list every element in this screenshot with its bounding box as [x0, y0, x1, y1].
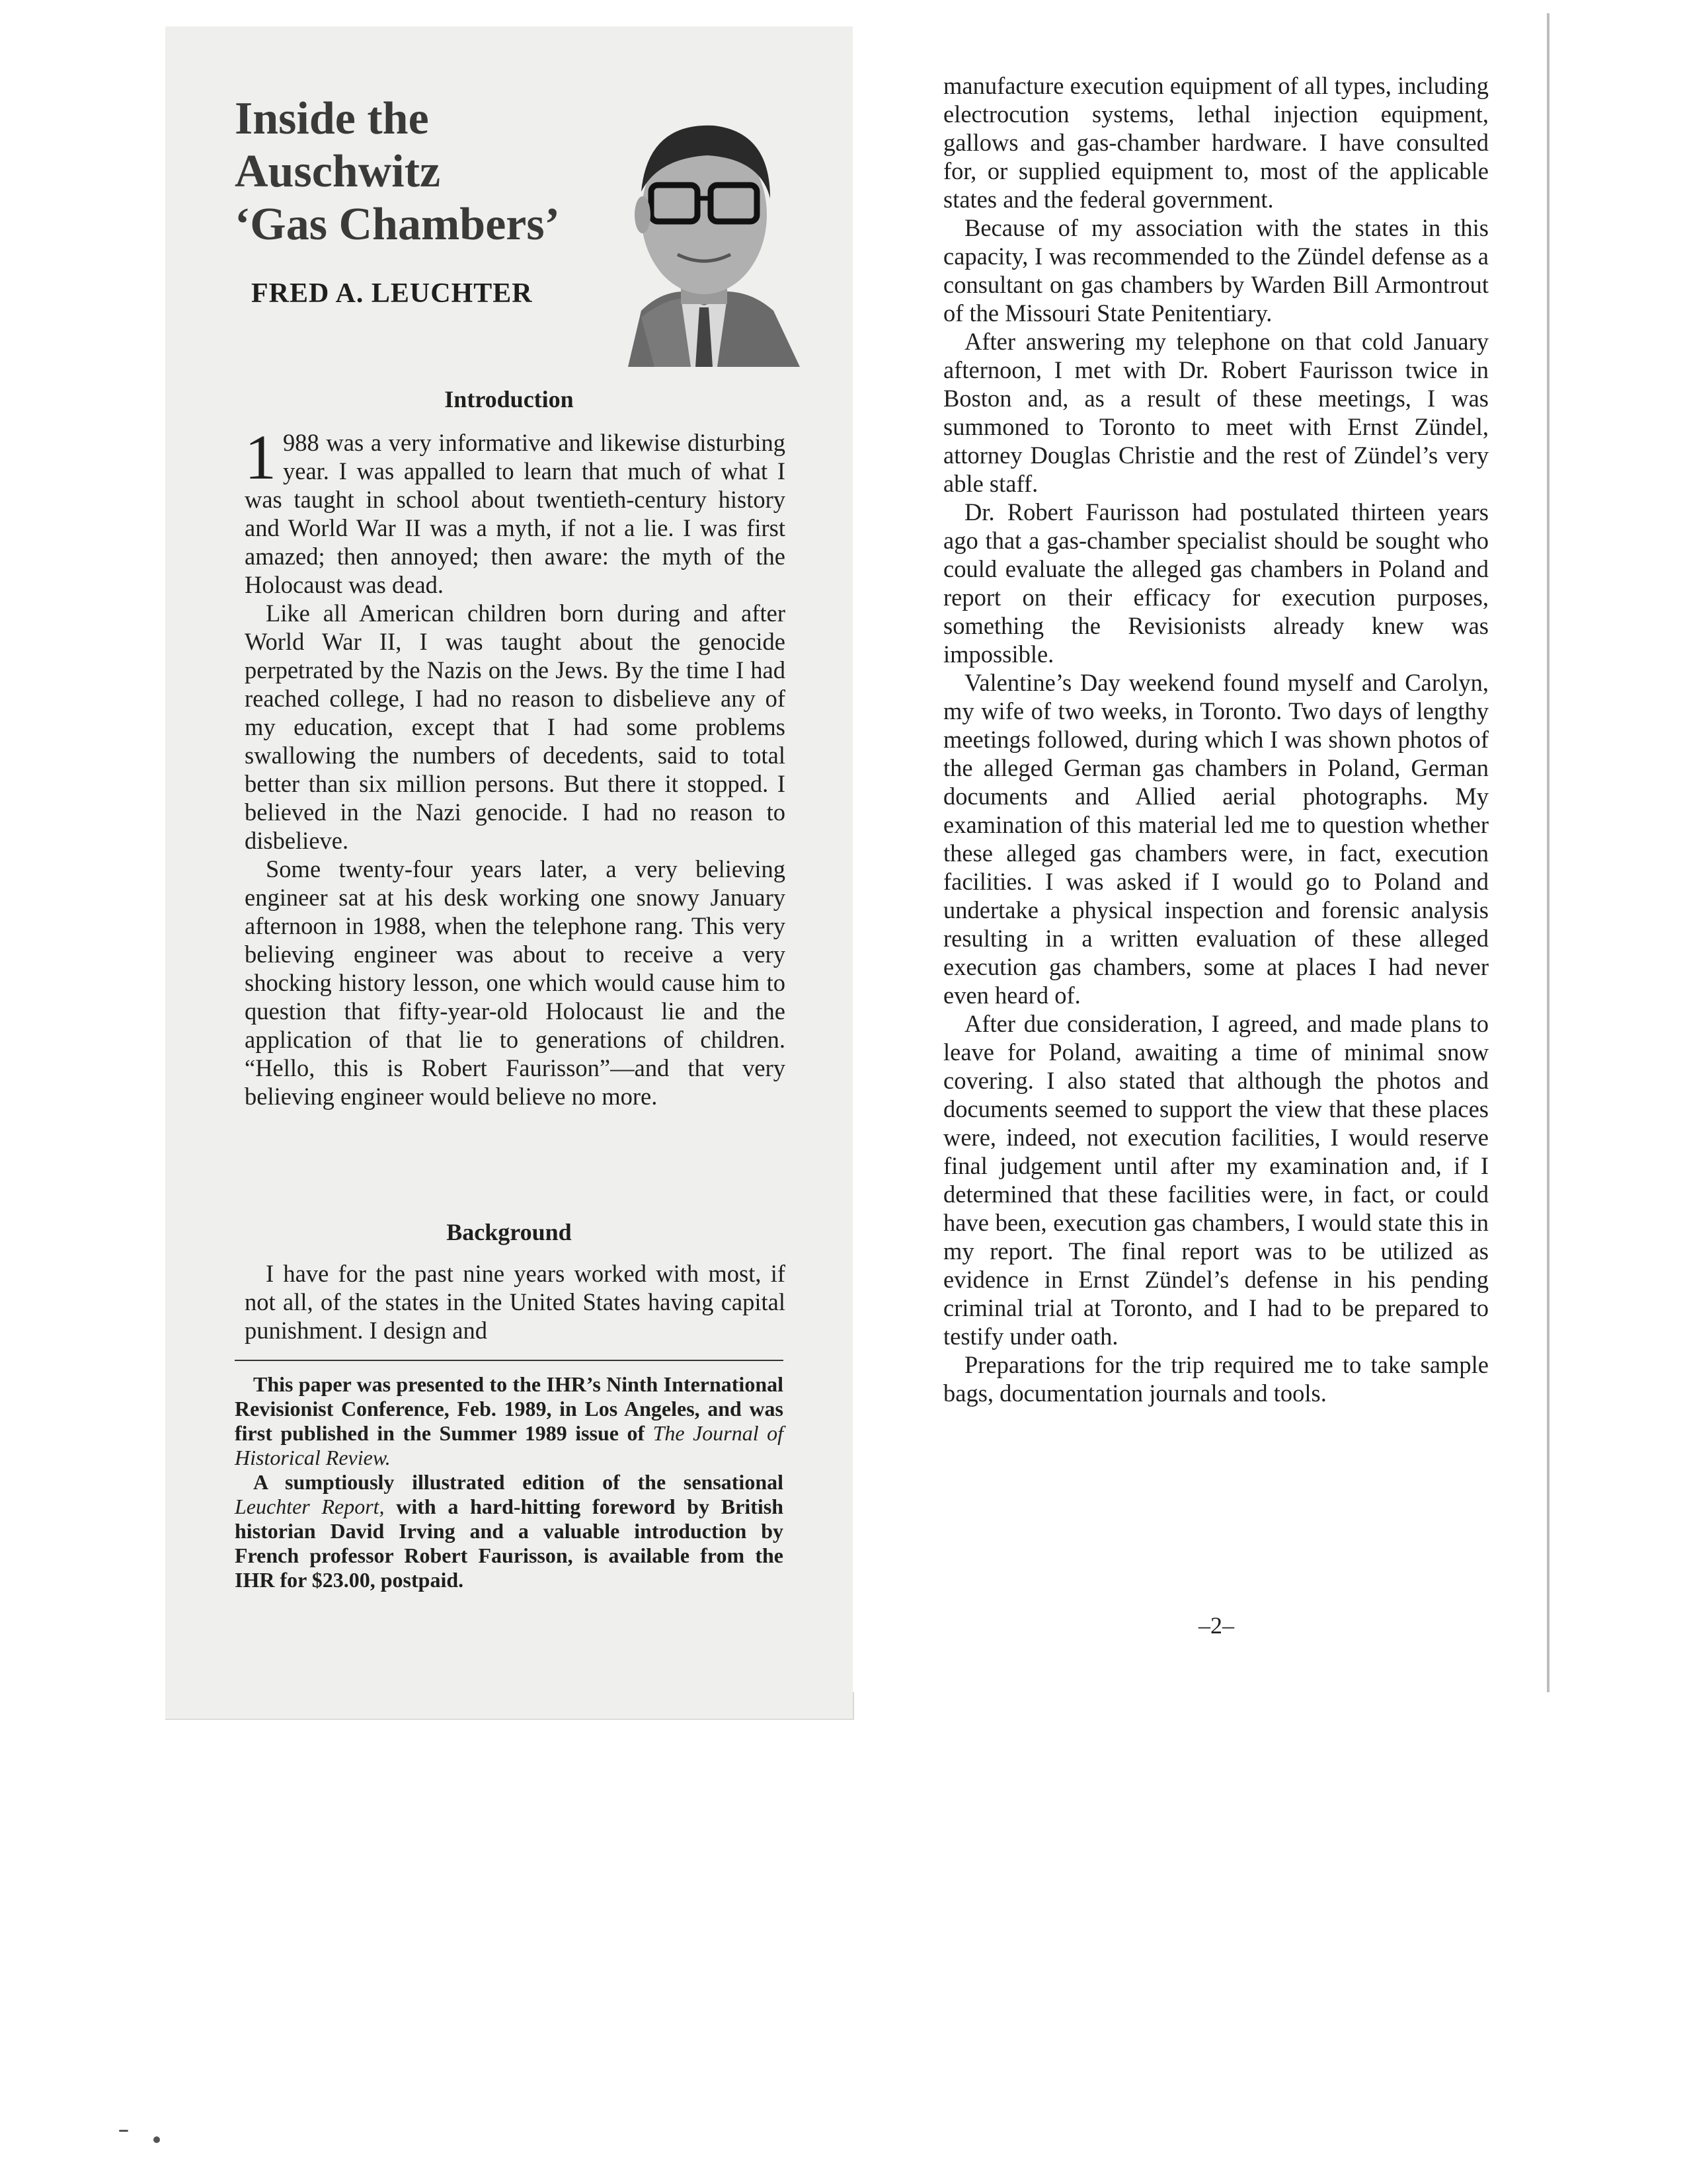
note-paragraph-2 [235, 1470, 783, 1592]
right-paragraph-6: After due consideration, I agreed, and made plans to leave for Poland, awaiting a time of minimal snow covering. I also stated that although the photos and documents seemed to support the view that these places were, indeed, not execution facilities, I would reserve final judgement until after my examination and, if I determined that these facilities were, in fact, or could have been, execution gas chambers, I would state this in my report. The final report was to be utilized as evidence in Ernst Zündel’s defense in his pending criminal trial at Toronto, and I had to be prepared to testify under oath. [943, 1010, 1489, 1350]
background-paragraph: I have for the past nine years worked with most, if not all, of the states in the United States having capital punishment. I design and [245, 1260, 785, 1344]
publication-note [235, 1372, 783, 1592]
right-paragraph-1: manufacture execution equipment of all types, including electrocution systems, lethal injection equipment, gallows and gas-chamber hardware. I have consulted for, or supplied equipment to, most of the applicable states and the federal government. [943, 72, 1489, 213]
report-title: Leuchter Report, [235, 1495, 385, 1518]
title-line-3: ‘Gas Chambers’ [235, 199, 560, 250]
note-p2-text: A sumptiously illustrated edition of the sensational [253, 1470, 783, 1494]
note-p1-text: This paper was presented to the IHR’s Ninth International Revisionist Conference, Feb. 1989, in Los Angeles, and was first published in the Summer 1989 issue of [235, 1372, 783, 1445]
right-paragraph-2: Because of my association with the states in this capacity, I was recommended to the Zündel defense as a consultant on gas chambers by Warden Bill Armontrout of the Missouri State Penitentiary. [943, 214, 1489, 327]
note-paragraph-1 [235, 1372, 783, 1470]
background-heading: Background [446, 1219, 572, 1245]
introduction-text [245, 422, 785, 1111]
intro-paragraph-1 [245, 422, 785, 599]
right-paragraph-7: Preparations for the trip required me to take sample bags, documentation journals and tools. [943, 1351, 1489, 1407]
journal-title: The Journal of Historical Review. [235, 1421, 784, 1469]
footnote-divider [235, 1360, 783, 1361]
background-text [245, 1259, 785, 1345]
author-portrait [582, 73, 826, 367]
right-paragraph-3: After answering my telephone on that cold January afternoon, I met with Dr. Robert Faurisson twice in Boston and, as a result of these meetings, I was summoned to Toronto to meet with Ernst Zündel, attorney Douglas Christie and the rest of Zündel’s very able staff. [943, 328, 1489, 497]
right-paragraph-4: Dr. Robert Faurisson had postulated thirteen years ago that a gas-chamber specialist should be sought who could evaluate the alleged gas chambers in Poland and report on their efficacy for execution purposes, something the Revisionists already knew was impossible. [943, 498, 1489, 668]
scan-speck [153, 2136, 160, 2143]
note-p2-text-end: with a hard-hitting foreword by British historian David Irving and a valuable introduction by French professor Robert Faurisson, is available from the IHR for $23.00, postpaid. [235, 1495, 784, 1592]
scan-mark [119, 2130, 128, 2132]
introduction-heading: Introduction [444, 386, 574, 412]
right-paragraph-5: Valentine’s Day weekend found myself and Carolyn, my wife of two weeks, in Toronto. Two days of lengthy meetings followed, during which I was shown photos of the alleged German gas chambers in Poland, German documents and Allied aerial photographs. My examination of this material led me to question whether these alleged gas chambers were, in fact, execution facilities. I was asked if I would go to Poland and undertake a physical inspection and forensic analysis resulting in a written evaluation of these alleged execution gas chambers, some at places I had never even heard of. [943, 669, 1489, 1009]
drop-cap: 1 [245, 422, 276, 492]
title-line-2: Auschwitz [235, 146, 441, 197]
title-line-1: Inside the [235, 93, 429, 144]
intro-paragraph-1-text: 988 was a very informative and likewise disturbing year. I was appalled to learn that much of what I was taught in school about twentieth-century history and World War II was a myth, if not a lie. I was first amazed; then annoyed; then aware: the myth of the Holocaust was dead. [245, 429, 785, 598]
author-byline: FRED A. LEUCHTER [251, 278, 533, 309]
page-number: –2– [1198, 1612, 1234, 1639]
intro-paragraph-2: Like all American children born during and after World War II, I was taught about the genocide perpetrated by the Nazis on the Jews. By the time I had reached college, I had no reason to disbelieve any of my education, except that I had some problems swallowing the numbers of decedents, said to total better than six million persons. But there it stopped. I believed in the Nazi genocide. I had no reason to disbelieve. [245, 600, 785, 854]
portrait-image [582, 73, 826, 367]
right-column-text [943, 71, 1489, 1407]
intro-paragraph-3: Some twenty-four years later, a very believing engineer sat at his desk working one snowy January afternoon in 1988, when the telephone rang. This very believing engineer was about to receive a very shocking history lesson, one which would cause him to question that fifty-year-old Holocaust lie and the application of that lie to generations of children. “Hello, this is Robert Faurisson”—and that very believing engineer would believe no more. [245, 855, 785, 1110]
